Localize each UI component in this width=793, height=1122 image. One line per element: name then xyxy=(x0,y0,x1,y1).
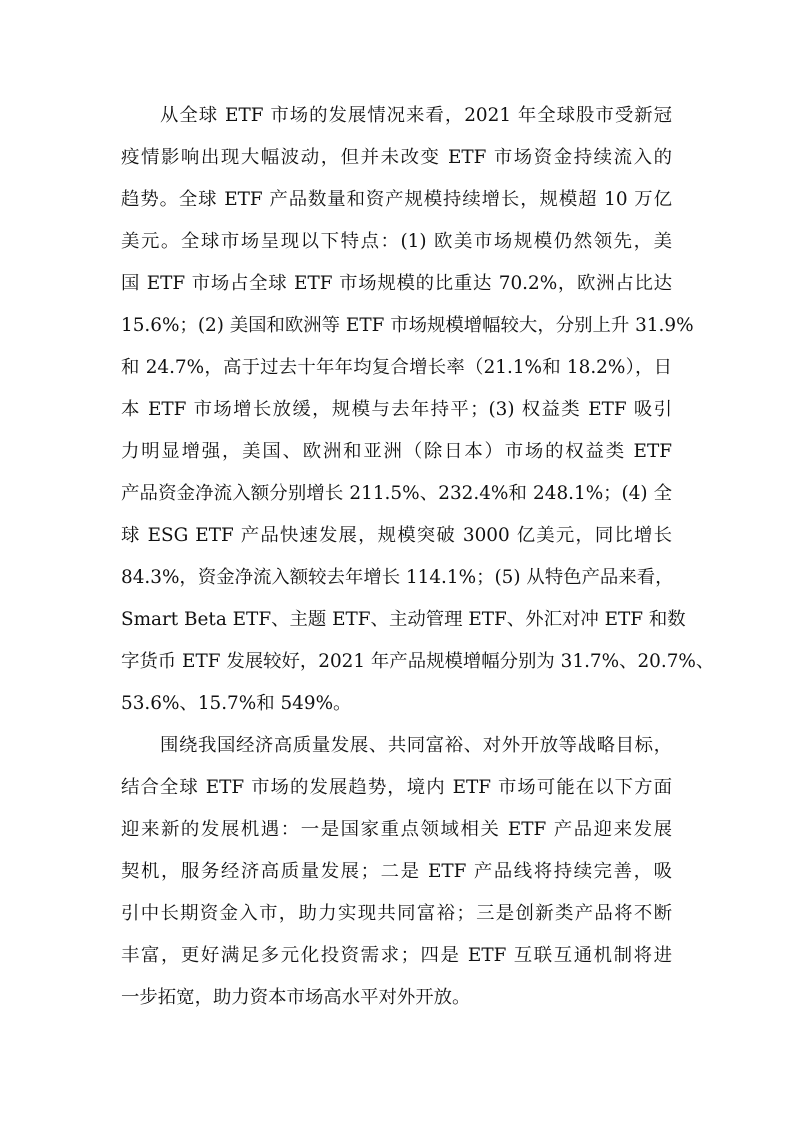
paragraph-line: 产品资金净流入额分别增长 211.5%、232.4%和 248.1%；(4) 全 xyxy=(121,483,672,504)
paragraph-line: 一步拓宽，助力资本市场高水平对外开放。 xyxy=(121,987,471,1008)
paragraph-line: 从全球 ETF 市场的发展情况来看，2021 年全球股市受新冠 xyxy=(160,105,672,126)
paragraph-line: 美元。全球市场呈现以下特点：(1) 欧美市场规模仍然领先，美 xyxy=(121,231,672,252)
paragraph-line: 53.6%、15.7%和 549%。 xyxy=(121,693,352,714)
paragraph-line: 趋势。全球 ETF 产品数量和资产规模持续增长，规模超 10 万亿 xyxy=(121,189,672,210)
paragraph-line: 本 ETF 市场增长放缓，规模与去年持平；(3) 权益类 ETF 吸引 xyxy=(121,399,672,420)
paragraph-line: 丰富，更好满足多元化投资需求；四是 ETF 互联互通机制将进 xyxy=(121,945,672,966)
paragraph-line: 15.6%；(2) 美国和欧洲等 ETF 市场规模增幅较大，分别上升 31.9% xyxy=(121,315,694,336)
paragraph-line: 迎来新的发展机遇：一是国家重点领域相关 ETF 产品迎来发展 xyxy=(121,819,672,840)
paragraph-line: 和 24.7%，高于过去十年年均复合增长率（21.1%和 18.2%），日 xyxy=(121,357,672,378)
paragraph-line: 围绕我国经济高质量发展、共同富裕、对外开放等战略目标， xyxy=(160,735,672,756)
paragraph-line: 契机，服务经济高质量发展；二是 ETF 产品线将持续完善，吸 xyxy=(121,861,672,882)
paragraph-line: 引中长期资金入市，助力实现共同富裕；三是创新类产品将不断 xyxy=(121,903,672,924)
paragraph-line: 结合全球 ETF 市场的发展趋势，境内 ETF 市场可能在以下方面 xyxy=(121,777,672,798)
paragraph-line: 力明显增强，美国、欧洲和亚洲（除日本）市场的权益类 ETF xyxy=(121,441,672,462)
paragraph-line: 疫情影响出现大幅波动，但并未改变 ETF 市场资金持续流入的 xyxy=(121,147,672,168)
paragraph-line: 球 ESG ETF 产品快速发展，规模突破 3000 亿美元，同比增长 xyxy=(121,525,672,546)
paragraph-line: Smart Beta ETF、主题 ETF、主动管理 ETF、外汇对冲 ETF 和数 xyxy=(121,609,686,630)
paragraph-line: 国 ETF 市场占全球 ETF 市场规模的比重达 70.2%，欧洲占比达 xyxy=(121,273,672,294)
paragraph-line: 字货币 ETF 发展较好，2021 年产品规模增幅分别为 31.7%、20.7%、 xyxy=(121,651,715,672)
paragraph-line: 84.3%，资金净流入额较去年增长 114.1%；(5) 从特色产品来看， xyxy=(121,567,674,588)
